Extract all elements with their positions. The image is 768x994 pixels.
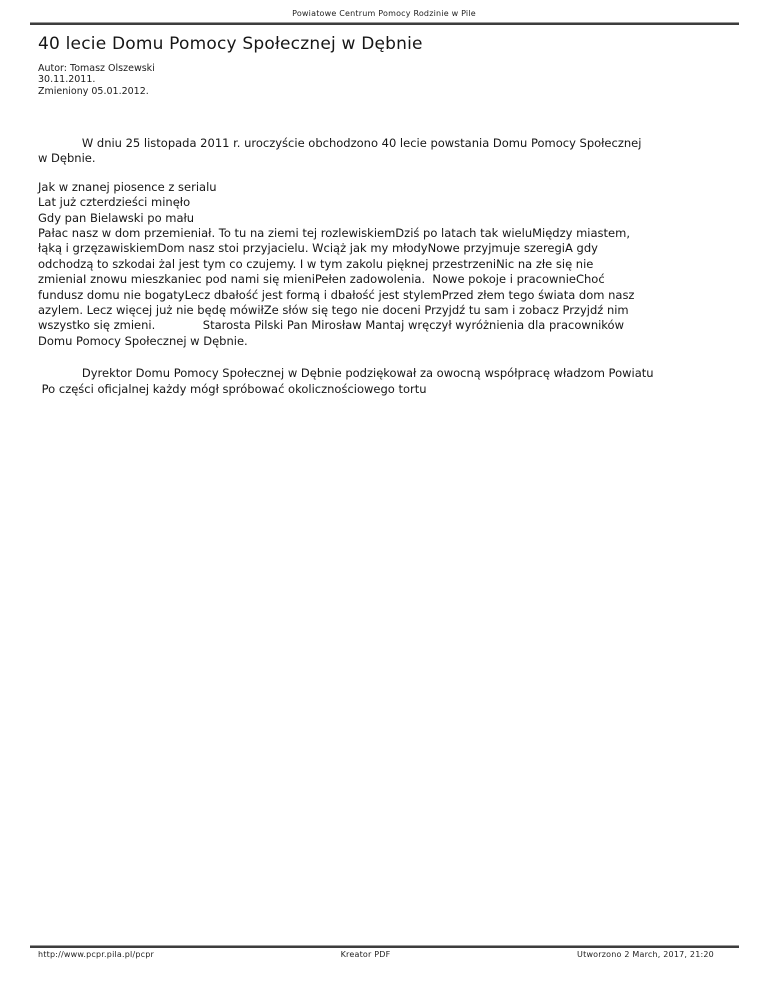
text-line: Domu Pomocy Społecznej w Dębnie. bbox=[38, 333, 248, 348]
footer-generator: Kreator PDF bbox=[340, 950, 391, 959]
paragraph-closing bbox=[38, 366, 742, 397]
text-line: w Dębnie. bbox=[38, 151, 96, 166]
text-line: wszystko się zmieni. Starosta Pilski Pan Mirosław Mantaj wręczył wyróżnienia dla pracowników bbox=[38, 318, 624, 333]
date-modified: Zmieniony 05.01.2012. bbox=[38, 85, 149, 97]
text-line: Pałac nasz w dom przemieniał. To tu na ziemi tej rozlewiskiemDziś po latach tak wieluMiędzy miastem, bbox=[38, 226, 630, 241]
text-line: Dyrektor Domu Pomocy Społecznej w Dębnie podziękował za owocną współpracę władzom Powiatu bbox=[38, 366, 654, 381]
page-title: 40 lecie Domu Pomocy Społecznej w Dębnie bbox=[38, 34, 423, 54]
text-line: Po części oficjalnej każdy mógł spróbować okolicznościowego tortu bbox=[38, 381, 427, 396]
text-line: zmieniaI znowu mieszkaniec pod nami się mieniPełen zadowolenia. Nowe pokoje i pracownieChoć bbox=[38, 272, 605, 287]
text-line: Gdy pan Bielawski po mału bbox=[38, 210, 195, 225]
author-line: Autor: Tomasz Olszewski bbox=[38, 63, 155, 74]
text-line: Jak w znanej piosence z serialu bbox=[38, 179, 217, 194]
paragraph-poem bbox=[38, 180, 742, 349]
article-meta bbox=[38, 63, 155, 97]
text-line: łąką i grzęzawiskiemDom nasz stoi przyjacielu. Wciąż jak my młodyNowe przyjmuje szeregiA gdy bbox=[38, 241, 598, 256]
article-body bbox=[38, 136, 742, 397]
text-line: W dniu 25 listopada 2011 r. uroczyście obchodzono 40 lecie powstania Domu Pomocy Społecznej bbox=[38, 136, 642, 150]
footer-created: Utworzono 2 March, 2017, 21:20 bbox=[577, 950, 714, 959]
page-footer bbox=[38, 950, 714, 959]
text-line: Lat już czterdzieści minęło bbox=[38, 195, 191, 210]
text-line: odchodzą to szkodai żal jest tym co czujemy. I w tym zakolu pięknej przestrzeniNic na złe się nie bbox=[38, 256, 594, 271]
header-divider bbox=[30, 22, 739, 25]
site-header-text: Powiatowe Centrum Pomocy Rodzinie w Pile bbox=[292, 9, 476, 18]
text-line: azylem. Lecz więcej już nie będę mówiłZe słów się tego nie doceni Przyjdź tu sam i zobacz Przyjdź nim bbox=[38, 303, 629, 318]
footer-divider bbox=[30, 945, 739, 948]
footer-url: http://www.pcpr.pila.pl/pcpr bbox=[38, 950, 155, 959]
text-line: fundusz domu nie bogatyLecz dbałość jest formą i dbałość jest stylemPrzed złem tego świata dom nasz bbox=[38, 287, 635, 302]
paragraph-intro bbox=[38, 136, 742, 167]
date-created: 30.11.2011. bbox=[38, 74, 96, 86]
